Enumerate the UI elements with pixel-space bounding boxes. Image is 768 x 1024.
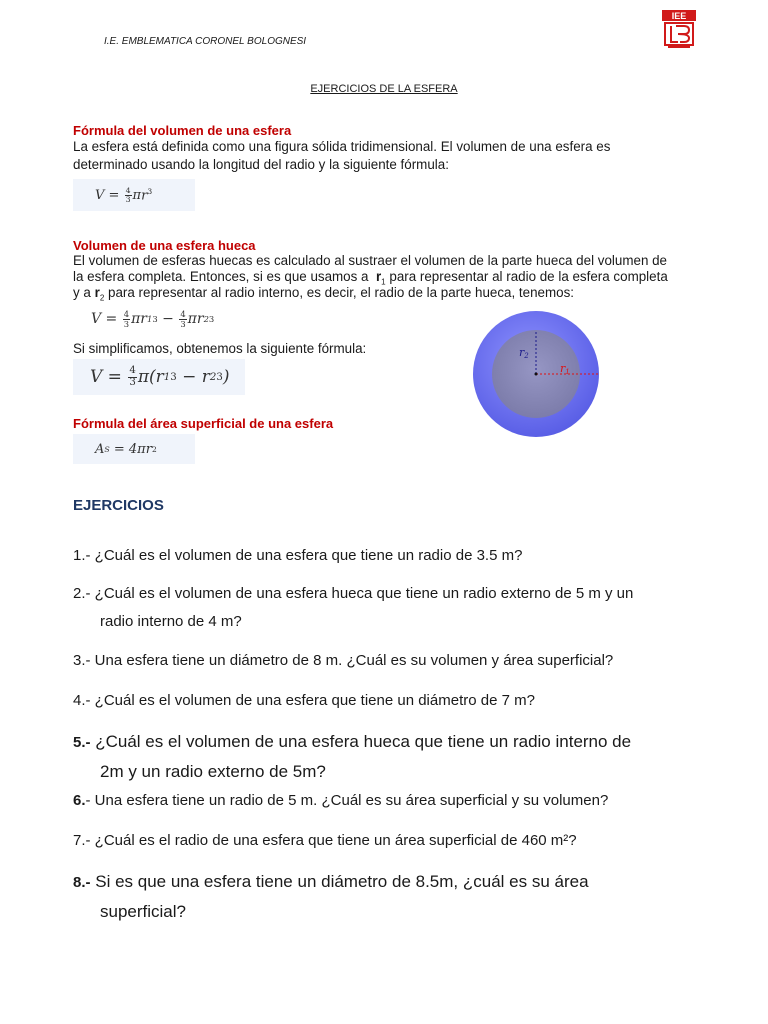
hollow-text-line3: y a $r_2$ para representar al radio interno, es decir, el radio de la parte hueca, tenemos: bbox=[73, 285, 575, 303]
svg-text:r2: r2 bbox=[519, 346, 529, 360]
exercise-1: 1.- ¿Cuál es el volumen de una esfera que tiene un radio de 3.5 m? bbox=[73, 547, 523, 564]
hollow-section-title: Volumen de una esfera hueca bbox=[73, 238, 256, 253]
volume-text-line1: La esfera está definida como una figura sólida tridimensional. El volumen de una esfera es bbox=[73, 139, 611, 154]
formula-lhs: V = bbox=[95, 187, 120, 203]
svg-text:r1: r1 bbox=[560, 362, 570, 376]
volume-formula: V = $\frac{4}{3}$ π $r^3$ bbox=[73, 179, 195, 211]
exercises-title: EJERCICIOS bbox=[73, 497, 164, 514]
logo-text: IEE bbox=[671, 11, 687, 21]
area-section-title: Fórmula del área superficial de una esfera bbox=[73, 416, 334, 431]
label-r1: r bbox=[560, 362, 566, 375]
school-name: I.E. EMBLEMATICA CORONEL BOLOGNESI bbox=[104, 36, 307, 47]
label-r2: r bbox=[519, 346, 525, 359]
exercise-3: 3.- Una esfera tiene un diámetro de 8 m. ¿Cuál es su volumen y área superficial? bbox=[73, 652, 614, 669]
simplify-text: Si simplificamos, obtenemos la siguiente fórmula: bbox=[73, 341, 367, 356]
hollow-sphere-diagram bbox=[472, 310, 600, 438]
simplified-formula: V = $\frac{4}{3}$ π(r 1 3 − r 2 3 ) bbox=[73, 359, 245, 395]
exercise-5: 5.- ¿Cuál es el volumen de una esfera hueca que tiene un radio interno de 2m y un radio externo de 5m? bbox=[73, 732, 632, 781]
exercise-2: 2.- ¿Cuál es el volumen de una esfera hueca que tiene un radio externo de 5 m y un radio interno de 4 m? bbox=[73, 585, 634, 630]
exercise-7: 7.- ¿Cuál es el radio de una esfera que tiene un área superficial de 460 m²? bbox=[73, 832, 577, 849]
exercise-4: 4.- ¿Cuál es el volumen de una esfera que tiene un diámetro de 7 m? bbox=[73, 692, 535, 709]
exercise-8: 8.- Si es que una esfera tiene un diámetro de 8.5m, ¿cuál es su área superficial? bbox=[73, 872, 589, 921]
page-title: EJERCICIOS DE LA ESFERA bbox=[310, 83, 458, 95]
area-formula: A S = 4πr 2 bbox=[73, 434, 195, 464]
volume-section-title: Fórmula del volumen de una esfera bbox=[73, 123, 292, 138]
hollow-text-line2: la esfera completa. Entonces, si es que usamos a $r_1$ para representar al radio de la esfera completa bbox=[73, 269, 668, 287]
hollow-formula: V = $\frac{4}{3}$ πr 1 3 − $\frac{4}{3}$ πr 2 3 bbox=[91, 309, 215, 329]
school-logo-icon bbox=[662, 10, 696, 48]
volume-text-line2: determinado usando la longitud del radio y la siguiente fórmula: bbox=[73, 157, 449, 172]
exercise-6: 6.- Una esfera tiene un radio de 5 m. ¿Cuál es su área superficial y su volumen? bbox=[73, 792, 609, 809]
hollow-text-line1: El volumen de esferas huecas es calculado al sustraer el volumen de la parte hueca del volumen de bbox=[73, 253, 668, 268]
